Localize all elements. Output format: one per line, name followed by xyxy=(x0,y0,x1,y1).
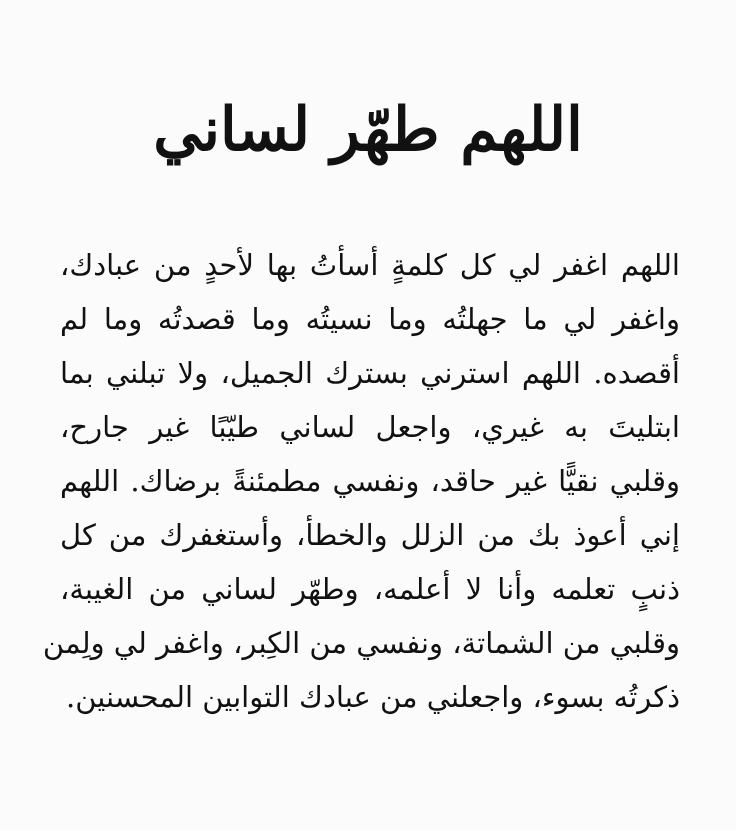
text-line: ذكرتُه بسوء، واجعلني من عبادك التوابين المحسنين. xyxy=(65,680,680,714)
page-title: اللهم طهّر لساني xyxy=(153,95,583,165)
text-line: وقلبي نقيًّا غير حاقد، ونفسي مطمئنةً برضاك. اللهم xyxy=(60,464,680,498)
text-line: أقصده. اللهم استرني بسترك الجميل، ولا تبلني بما xyxy=(60,356,680,390)
text-line: ابتليتَ به غيري، واجعل لساني طيّبًا غير جارح، xyxy=(60,410,680,444)
text-line: وقلبي من الشماتة، ونفسي من الكِبر، واغفر لي ولِمن xyxy=(42,626,680,660)
text-line: واغفر لي ما جهلتُه وما نسيتُه وما قصدتُه وما لم xyxy=(60,302,680,336)
text-line: ذنبٍ تعلمه وأنا لا أعلمه، وطهّر لساني من الغيبة، xyxy=(60,572,680,606)
text-line: إني أعوذ بك من الزلل والخطأ، وأستغفرك من كل xyxy=(60,518,680,552)
text-line: اللهم اغفر لي كل كلمةٍ أسأتُ بها لأحدٍ من عبادك، xyxy=(60,248,680,282)
prayer-text xyxy=(42,238,680,724)
